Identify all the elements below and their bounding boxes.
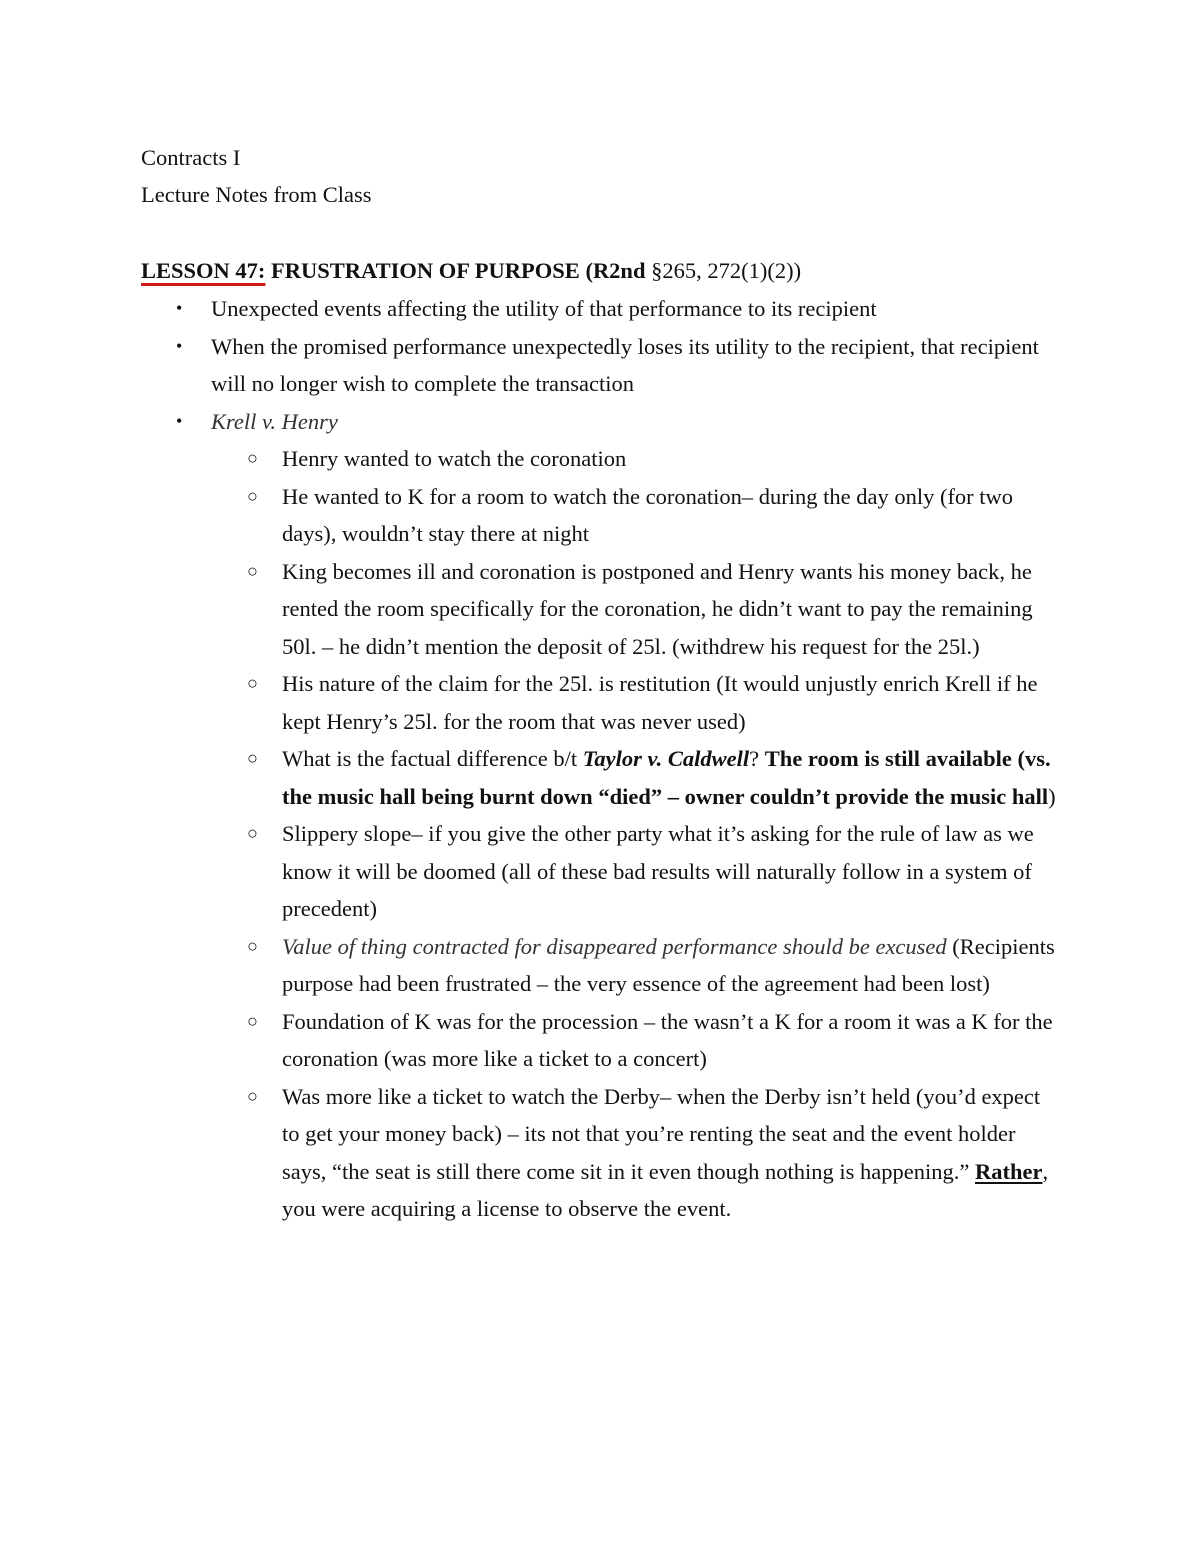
italic-rule: Value of thing contracted for disappeared performance should be excused — [282, 933, 947, 959]
sub-bullet-text: , you were acquiring a license to observe the event. — [282, 1158, 1049, 1221]
sub-bullet-text: Was more like a ticket to watch the Derby– when the Derby isn’t held (you’d expect to get your money back) – its not that you’re renting the seat and the event holder says, “the seat is still there come sit in it even though nothing is happening.” — [282, 1083, 1041, 1184]
sub-list-item — [0, 740, 1062, 815]
lesson-label: LESSON 47: — [141, 258, 266, 283]
bullet-marker: • — [176, 335, 183, 356]
list-item — [0, 328, 1061, 403]
circle-marker: ○ — [247, 485, 258, 506]
list-item — [0, 290, 1061, 328]
circle-marker: ○ — [247, 673, 258, 693]
lesson-ref: §265, 272(1)(2)) — [645, 258, 802, 283]
bold-emphasis: The room is still available (vs. the music hall being burnt down “died” – owner couldn’t provide the music hall — [282, 746, 1051, 809]
sub-list-item — [0, 1078, 1062, 1228]
sub-bullet-text: ? — [749, 746, 765, 771]
sub-bullet-text: Henry wanted to watch the coronation — [282, 446, 627, 471]
case-reference: Taylor v. Caldwell — [582, 746, 750, 771]
sub-list-item — [0, 478, 1062, 553]
bullet-marker: • — [176, 410, 183, 431]
sub-bullet-text: ) — [1048, 783, 1056, 809]
sub-bullet-text: Foundation of K was for the procession – the wasn’t a K for a room it was a K for the coronation (was more like a ticket to a concert) — [282, 1008, 1053, 1071]
circle-marker: ○ — [247, 935, 258, 956]
circle-marker: ○ — [247, 823, 258, 843]
sub-bullet-text: Slippery slope– if you give the other party what it’s asking for the rule of law as we know it will be doomed (all of these bad results will naturally follow in a system of precedent) — [282, 821, 1034, 921]
sub-bullet-text: His nature of the claim for the 25l. is restitution (It would unjustly enrich Krell if he kept Henry’s 25l. for the room that was never used) — [282, 671, 1038, 734]
circle-marker: ○ — [247, 448, 258, 468]
lesson-heading — [141, 252, 801, 290]
sub-bullet-text: He wanted to K for a room to watch the coronation– during the day only (for two days), wouldn’t stay there at night — [282, 483, 1014, 546]
main-bullet-list — [0, 290, 1200, 1228]
lesson-title: FRUSTRATION OF PURPOSE ( — [265, 258, 593, 283]
circle-marker: ○ — [247, 560, 258, 581]
sub-bullet-list — [0, 440, 1061, 1228]
sub-bullet-text: (Recipients purpose had been frustrated – the very essence of the agreement had been lost) — [282, 933, 1055, 996]
sub-list-item — [0, 1003, 1062, 1078]
document-subtitle: Lecture Notes from Class — [141, 182, 372, 207]
circle-marker: ○ — [247, 748, 258, 768]
sub-list-item — [0, 553, 1062, 666]
sub-bullet-text: What is the factual difference b/t — [282, 746, 583, 771]
sub-list-item — [0, 665, 1062, 740]
case-name: Krell v. Henry — [211, 408, 338, 434]
sub-list-item — [0, 928, 1062, 1003]
circle-marker: ○ — [247, 1010, 258, 1031]
bullet-text: Unexpected events affecting the utility of that performance to its recipient — [211, 296, 877, 321]
bullet-marker: • — [176, 298, 183, 318]
document-title: Contracts I — [141, 145, 241, 170]
lesson-ref-bold: R2nd — [592, 258, 646, 283]
sub-bullet-text: King becomes ill and coronation is postponed and Henry wants his money back, he rented the room specifically for the coronation, he didn’t want to pay the remaining 50l. – he didn’t mention the deposit of 25l. (withdrew his request for the 25l.) — [282, 558, 1033, 659]
sub-list-item — [0, 440, 1062, 478]
sub-list-item — [0, 815, 1062, 928]
bullet-text: When the promised performance unexpectedly loses its utility to the recipient, that recipient will no longer wish to complete the transaction — [211, 333, 1039, 396]
list-item — [0, 403, 1061, 1228]
circle-marker: ○ — [247, 1085, 258, 1106]
bold-underlined-word: Rather — [975, 1158, 1043, 1184]
